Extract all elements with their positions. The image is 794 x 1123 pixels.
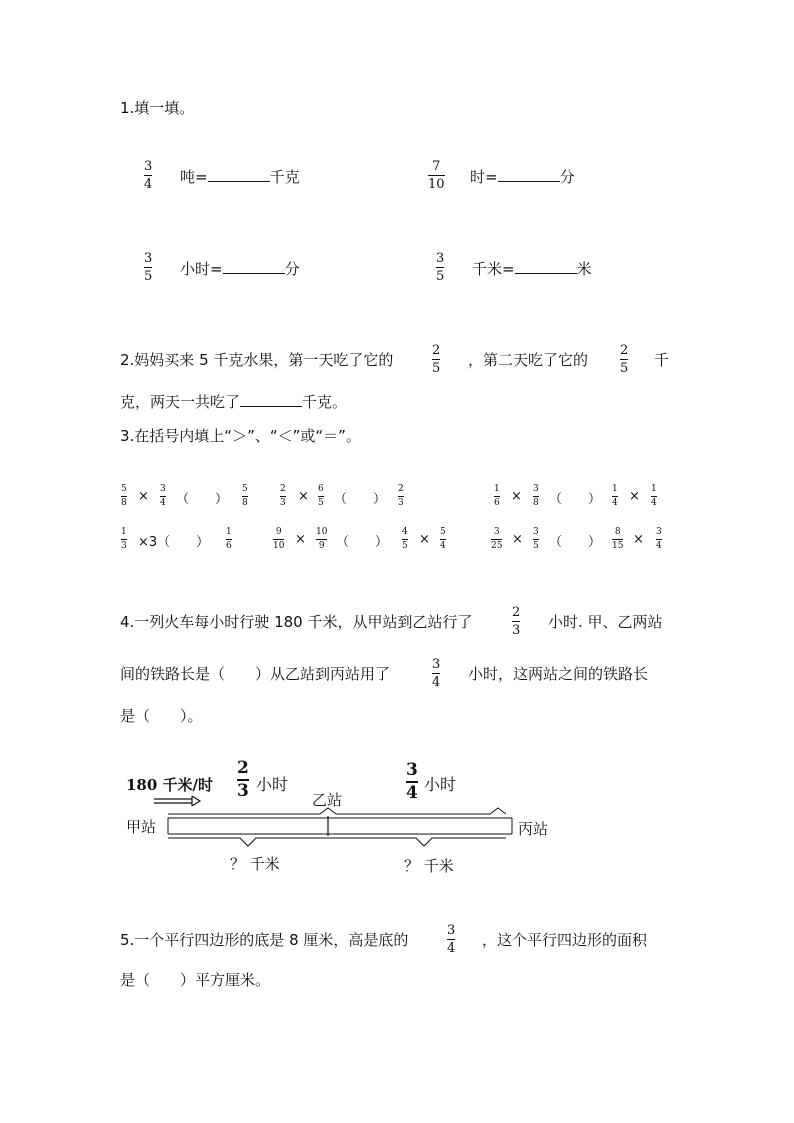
q3-r1c2-b: 6 5 — [318, 484, 324, 508]
q3-r2c1-r: 1 6 — [226, 527, 232, 551]
q3-r1c1-a: 5 8 — [121, 484, 127, 508]
q2-text-a: 2.妈妈买来 5 千克水果，第一天吃了它的 — [120, 351, 394, 369]
q3-r2c3-r1: 8 15 — [612, 527, 624, 551]
diagram-fraction-right: 3 4 — [406, 760, 418, 803]
railway-track-diagram — [160, 806, 522, 850]
diagram-station-a: 甲站 — [126, 818, 157, 836]
q2-fraction-b: 2 5 — [620, 343, 629, 376]
q4-line2-b: 小时，这两站之间的铁路长 — [468, 665, 649, 683]
q5-fraction: 3 4 — [447, 923, 456, 956]
q5-line2: 是（ ）平方厘米。 — [120, 971, 271, 989]
q1-title: 1.填一填。 — [120, 99, 195, 117]
diagram-unknown-left: ？ 千米 — [230, 855, 280, 873]
q4-fraction-2: 3 4 — [432, 657, 441, 690]
q3-times: × — [511, 489, 522, 504]
q3-r1c3-a: 1 6 — [494, 484, 500, 508]
q3-title: 3.在括号内填上“＞”、“＜”或“＝”。 — [120, 427, 361, 445]
q3-times: × — [633, 532, 644, 547]
q5-line1-b: ，这个平行四边形的面积 — [482, 931, 648, 949]
q1-item4: 千米= 米 — [472, 260, 592, 278]
q3-r1c3-r2: 1 4 — [651, 484, 657, 508]
q3-r2c2-b: 10 9 — [316, 527, 328, 551]
diagram-hour-right: 小时 — [424, 775, 457, 794]
q3-r2c1-a: 1 3 — [121, 527, 127, 551]
q3-times: × — [295, 532, 306, 547]
speed-arrow-icon — [152, 796, 202, 806]
q1-item4-blank[interactable] — [515, 258, 577, 274]
q3-times: × — [512, 532, 523, 547]
q3-r1c3-b: 3 8 — [533, 484, 539, 508]
q4-line1-a: 4.一列火车每小时行驶 180 千米，从甲站到乙站行了 — [120, 613, 473, 631]
q2-text-b: ，第二天吃了它的 — [468, 351, 589, 369]
q3-r1c1-b: 3 4 — [160, 484, 166, 508]
q3-r1c2-a: 2 3 — [280, 484, 286, 508]
q3-r2c3-answer[interactable]: （ ） — [549, 535, 602, 550]
q1-item2-blank[interactable] — [498, 166, 560, 182]
q3-r2c2-answer[interactable]: （ ） — [336, 535, 389, 550]
q3-r1c2-r: 2 3 — [398, 484, 404, 508]
q3-r1c1-answer[interactable]: （ ） — [176, 492, 229, 507]
diagram-fraction-left: 2 3 — [237, 758, 249, 801]
diagram-station-c: 丙站 — [518, 820, 549, 838]
diagram-unknown-right: ？ 千米 — [404, 857, 454, 875]
diagram-speed-label: 180 千米/时 — [126, 776, 214, 794]
q3-r2c3-b: 3 5 — [533, 527, 539, 551]
q3-times: × — [298, 489, 309, 504]
q3-r1c2-answer[interactable]: （ ） — [334, 492, 387, 507]
q4-fraction-1: 2 3 — [512, 605, 521, 638]
q3-times: × — [629, 489, 640, 504]
q3-r1c1-r: 5 8 — [242, 484, 248, 508]
q3-r1c3-r1: 1 4 — [612, 484, 618, 508]
q1-item3-fraction: 3 5 — [144, 251, 153, 284]
q1-item3: 小时= 分 — [180, 260, 300, 278]
q4-line1-b: 小时. 甲、乙两站 — [548, 613, 663, 631]
q2-fraction-a: 2 5 — [432, 343, 441, 376]
q2-text-c: 千 — [654, 351, 670, 369]
q1-item4-fraction: 3 5 — [436, 251, 445, 284]
diagram-station-b: 乙站 — [312, 791, 343, 809]
q4-line2-a: 间的铁路长是（ ）从乙站到丙站用了 — [120, 665, 391, 683]
q2-line2: 克，两天一共吃了 千克。 — [120, 393, 348, 411]
q3-r2c3-r2: 3 4 — [656, 527, 662, 551]
q3-r2c2-r2: 5 4 — [440, 527, 446, 551]
q3-r2c2-r1: 4 5 — [402, 527, 408, 551]
q3-times: × — [138, 489, 149, 504]
diagram-hour-left: 小时 — [256, 775, 289, 794]
q5-line1-a: 5.一个平行四边形的底是 8 厘米，高是底的 — [120, 931, 409, 949]
q1-item3-blank[interactable] — [223, 258, 285, 274]
q3-r2c1-answer[interactable]: ×3（ ） — [138, 535, 210, 550]
q3-r2c3-a: 3 25 — [491, 527, 503, 551]
q3-r1c3-answer[interactable]: （ ） — [549, 492, 602, 507]
q1-item1-blank[interactable] — [208, 166, 270, 182]
q4-line3: 是（ ）。 — [120, 707, 203, 725]
q2-blank[interactable] — [240, 391, 302, 407]
q1-item2-fraction: 7 10 — [428, 159, 445, 192]
q1-item2: 时= 分 — [470, 168, 575, 186]
q1-item1-fraction: 3 4 — [144, 159, 153, 192]
q1-item1: 吨= 千克 — [180, 168, 300, 186]
q3-r2c2-a: 9 10 — [273, 527, 285, 551]
q3-times: × — [419, 532, 430, 547]
